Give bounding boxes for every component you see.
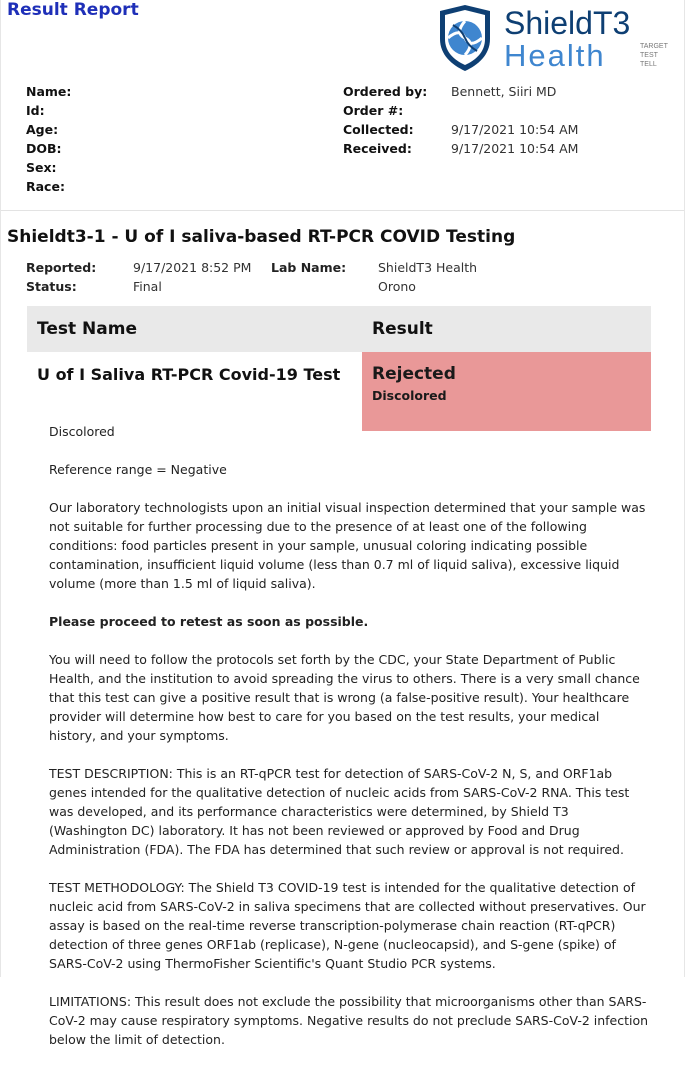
test-name-header: Test Name (27, 306, 362, 352)
note-test-description: TEST DESCRIPTION: This is an RT-qPCR test for detection of SARS-CoV-2 N, S, and ORF1ab genes intended for the qualitative detection of nucleic acids from SARS-CoV-2 RNA. This test was developed, and its performance characteristics were determined, by Shield T3 (Washington DC) laboratory. It has not been reviewed or approved by Food and Drug Administration (FDA). The FDA has determined that such review or approval is not required. (49, 766, 630, 857)
sex-label: Sex: (26, 160, 57, 175)
order-info (343, 82, 578, 158)
note-limitations: LIMITATIONS: This result does not exclude the possibility that microorganisms other than SARS-CoV-2 may cause respiratory symptoms. Negative results do not preclude SARS-CoV-2 infection below the limit of detection. (49, 994, 649, 1047)
lab-name-label: Lab Name: (271, 260, 347, 275)
note-reference-range: Reference range = Negative (49, 462, 227, 477)
reported-value: 9/17/2021 8:52 PM (133, 260, 252, 275)
logo-tagline-3: TELL (640, 61, 657, 68)
status-value: Final (133, 279, 162, 294)
ordered-by-value: Bennett, Siiri MD (451, 84, 557, 99)
report-status-info (26, 258, 516, 296)
note-retest: Please proceed to retest as soon as possible. (49, 614, 369, 629)
results-table (27, 306, 651, 431)
result-detail: Discolored (372, 388, 447, 403)
status-label: Status: (26, 279, 77, 294)
note-discolored: Discolored (49, 424, 115, 439)
received-label: Received: (343, 141, 412, 156)
patient-info (26, 82, 146, 196)
name-label: Name: (26, 84, 72, 99)
test-name-cell: U of I Saliva RT-PCR Covid-19 Test (37, 365, 341, 384)
received-value: 9/17/2021 10:54 AM (451, 141, 579, 156)
note-test-methodology: TEST METHODOLOGY: The Shield T3 COVID-19 test is intended for the qualitative detection of nucleic acid from SARS-CoV-2 in saliva specimens that are collected without preservatives. Our assay is based on the real-time reverse transcription-polymerase chain reaction (RT-qPCR) detection of three genes ORF1ab (replicase), N-gene (nucleocapsid), and S-gene (spike) of SARS-CoV-2 using ThermoFisher Scientific's Quant Studio PCR systems. (49, 880, 646, 971)
lab-name-value: ShieldT3 Health Orono (378, 260, 478, 294)
result-status: Rejected (372, 364, 456, 384)
note-protocols: You will need to follow the protocols set forth by the CDC, your State Department of Public Health, and the institution to avoid spreading the virus to others. There is a very small chance that this test can give a positive result that is wrong (a false-positive result). Your healthcare provider will determine how best to care for you based on the test results, your medical history, and your symptoms. (49, 652, 640, 743)
ordered-by-label: Ordered by: (343, 84, 428, 99)
order-number-label: Order #: (343, 103, 404, 118)
logo-brand-bottom: Health (504, 38, 606, 73)
logo-tagline-1: TARGET (640, 43, 668, 50)
collected-value: 9/17/2021 10:54 AM (451, 122, 579, 137)
logo-tagline-2: TEST (640, 52, 658, 59)
results-header-row (27, 306, 651, 352)
logo-brand-top: ShieldT3 (504, 5, 631, 41)
result-cell (362, 352, 651, 431)
shield-logo-icon (434, 3, 679, 73)
page-title: Result Report (7, 0, 139, 20)
note-inspection: Our laboratory technologists upon an initial visual inspection determined that your sample was not suitable for further processing due to the presence of at least one of the following conditions: food particles present in your sample, unusual coloring indicating possible contamination, insufficient liquid volume (less than 0.7 ml of liquid saliva), excessive liquid volume (more than 1.5 ml of liquid saliva). (49, 500, 646, 591)
section-divider (1, 210, 684, 211)
result-notes (49, 422, 649, 1068)
id-label: Id: (26, 103, 45, 118)
race-label: Race: (26, 179, 65, 194)
collected-label: Collected: (343, 122, 414, 137)
shieldt3-logo (434, 3, 679, 73)
reported-label: Reported: (26, 260, 97, 275)
age-label: Age: (26, 122, 59, 137)
result-header: Result (362, 306, 651, 352)
table-row (27, 352, 651, 431)
dob-label: DOB: (26, 141, 62, 156)
test-heading: Shieldt3-1 - U of I saliva-based RT-PCR COVID Testing (7, 227, 516, 247)
